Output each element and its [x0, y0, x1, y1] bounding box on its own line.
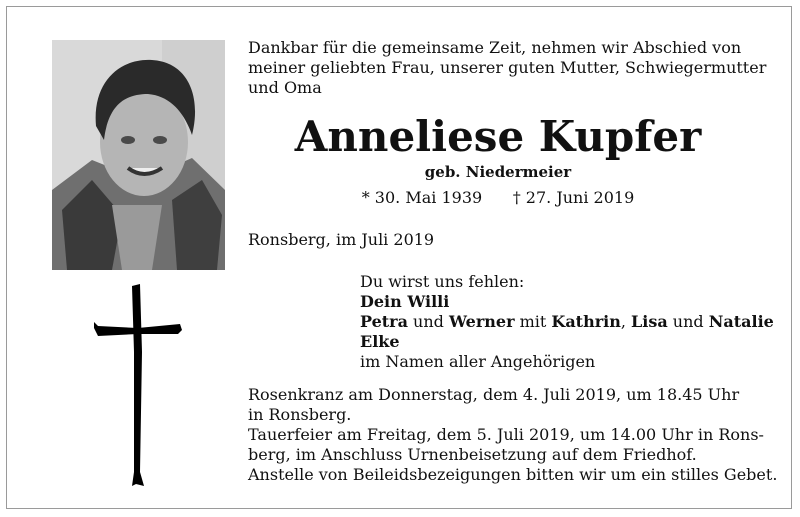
- signature-elke: Elke: [360, 332, 400, 351]
- deceased-name: Anneliese Kupfer: [294, 112, 702, 161]
- signature-husband: Dein Willi: [360, 292, 450, 311]
- signature-relatives: im Namen aller Angehörigen: [360, 352, 596, 371]
- birth-date: * 30. Mai 1939: [361, 188, 483, 207]
- intro-line: Dankbar für die gemeinsame Zeit, nehmen wir Abschied von: [248, 38, 742, 57]
- closing-line: Anstelle von Beileidsbezeigungen bitten wir um ein stilles Gebet.: [248, 465, 778, 484]
- closing-line: Tauerfeier am Freitag, dem 5. Juli 2019, um 14.00 Uhr in Rons-: [248, 425, 764, 444]
- cross-icon: [92, 282, 184, 488]
- signature-family: Petra und Werner mit Kathrin, Lisa und Natalie: [360, 312, 774, 331]
- closing-line: Rosenkranz am Donnerstag, dem 4. Juli 2019, um 18.45 Uhr: [248, 385, 740, 404]
- death-date: † 27. Juni 2019: [512, 188, 635, 207]
- place-date: Ronsberg, im Juli 2019: [248, 230, 435, 249]
- portrait-photo: [52, 40, 225, 270]
- closing-text: [248, 385, 777, 485]
- maiden-name: geb. Niedermeier: [424, 163, 572, 181]
- closing-line: berg, im Anschluss Urnenbeisetzung auf dem Friedhof.: [248, 445, 697, 464]
- intro-text: [248, 38, 766, 98]
- intro-line: und Oma: [248, 78, 322, 97]
- signature-heading: Du wirst uns fehlen:: [360, 272, 525, 291]
- intro-line: meiner geliebten Frau, unserer guten Mutter, Schwiegermutter: [248, 58, 767, 77]
- signature-block: [360, 272, 774, 372]
- life-dates: [248, 188, 748, 208]
- closing-line: in Ronsberg.: [248, 405, 352, 424]
